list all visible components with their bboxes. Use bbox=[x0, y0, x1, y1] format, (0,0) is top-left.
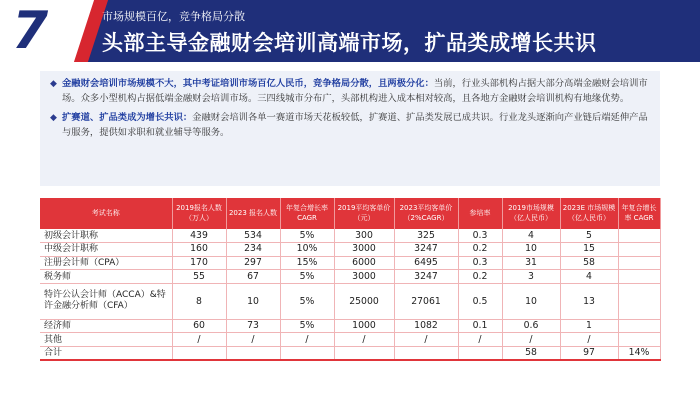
table-cell: 经济师 bbox=[40, 319, 172, 333]
table-cell bbox=[618, 283, 660, 319]
table-cell bbox=[334, 347, 394, 361]
summary-box bbox=[40, 71, 660, 186]
table-cell: 5% bbox=[280, 270, 334, 284]
table-cell: 6000 bbox=[334, 256, 394, 270]
table-cell: / bbox=[334, 333, 394, 347]
table-cell: 5 bbox=[560, 229, 618, 243]
table-cell: 1082 bbox=[394, 319, 458, 333]
table-cell: 0.5 bbox=[458, 283, 502, 319]
diamond-bullet-icon: ◆ bbox=[50, 113, 57, 123]
table-cell: 15 bbox=[560, 243, 618, 257]
market-size-table bbox=[40, 198, 661, 361]
table-cell: 58 bbox=[560, 256, 618, 270]
table-cell: 0.3 bbox=[458, 229, 502, 243]
table-row bbox=[40, 333, 660, 347]
summary-paragraph-1 bbox=[50, 77, 650, 106]
column-header: 2023E 市场规模（亿人民币） bbox=[560, 198, 618, 229]
header-banner bbox=[0, 0, 700, 62]
table-cell: 0.1 bbox=[458, 319, 502, 333]
table-cell: / bbox=[502, 333, 560, 347]
table-header-row bbox=[40, 198, 660, 229]
column-header: 年复合增长率 CAGR bbox=[280, 198, 334, 229]
paragraph-2-text: 金融财会培训各单一赛道市场天花板较低，扩赛道、扩品类发展已成共识。行业龙头逐渐向产业链后端延伸产品与服务，提供如求职和就业辅导等服务。 bbox=[62, 112, 648, 138]
table-cell: 10% bbox=[280, 243, 334, 257]
table-cell: 4 bbox=[502, 229, 560, 243]
table-row bbox=[40, 319, 660, 333]
table-cell: 297 bbox=[226, 256, 280, 270]
table-cell: 0.3 bbox=[458, 256, 502, 270]
table-row bbox=[40, 256, 660, 270]
table-cell: 5% bbox=[280, 319, 334, 333]
paragraph-1-highlight: 金融财会培训市场规模不大，其中考证培训市场百亿人民币，竞争格局分散，且两极分化： bbox=[62, 78, 434, 89]
table-cell: 439 bbox=[172, 229, 226, 243]
column-header: 2019市场规模（亿人民币） bbox=[502, 198, 560, 229]
table-cell: 中级会计职称 bbox=[40, 243, 172, 257]
table-cell: 97 bbox=[560, 347, 618, 361]
table-row bbox=[40, 270, 660, 284]
table-cell: / bbox=[560, 333, 618, 347]
column-header: 参培率 bbox=[458, 198, 502, 229]
table-cell: 15% bbox=[280, 256, 334, 270]
table-cell: 0.6 bbox=[502, 319, 560, 333]
table-cell: 6495 bbox=[394, 256, 458, 270]
table-cell bbox=[618, 256, 660, 270]
column-header: 年复合增长率 CAGR bbox=[618, 198, 660, 229]
table-cell: 14% bbox=[618, 347, 660, 361]
table-cell: 3247 bbox=[394, 243, 458, 257]
table-cell: 170 bbox=[172, 256, 226, 270]
table-cell: 5% bbox=[280, 283, 334, 319]
table-cell: 25000 bbox=[334, 283, 394, 319]
table-cell bbox=[618, 319, 660, 333]
table-cell bbox=[226, 347, 280, 361]
column-header: 2023平均客单价（2%CAGR） bbox=[394, 198, 458, 229]
table-cell: / bbox=[458, 333, 502, 347]
table-cell: 300 bbox=[334, 229, 394, 243]
table-cell: 合计 bbox=[40, 347, 172, 361]
table-cell: 税务师 bbox=[40, 270, 172, 284]
page-title: 头部主导金融财会培训高端市场，扩品类成增长共识 bbox=[102, 31, 597, 55]
market-table-container bbox=[40, 198, 660, 361]
table-cell: 3 bbox=[502, 270, 560, 284]
table-cell: / bbox=[172, 333, 226, 347]
table-cell: 55 bbox=[172, 270, 226, 284]
table-cell: / bbox=[394, 333, 458, 347]
table-cell: 5% bbox=[280, 229, 334, 243]
table-cell: 13 bbox=[560, 283, 618, 319]
table-row bbox=[40, 229, 660, 243]
table-cell: 67 bbox=[226, 270, 280, 284]
table-cell bbox=[394, 347, 458, 361]
table-cell bbox=[618, 243, 660, 257]
table-row bbox=[40, 283, 660, 319]
table-cell: 初级会计职称 bbox=[40, 229, 172, 243]
table-cell: 60 bbox=[172, 319, 226, 333]
table-cell bbox=[280, 347, 334, 361]
table-cell: 73 bbox=[226, 319, 280, 333]
table-cell: 0.2 bbox=[458, 270, 502, 284]
paragraph-2-highlight: 扩赛道、扩品类成为增长共识： bbox=[62, 112, 193, 123]
table-cell: 特许公认会计师（ACCA）&特许金融分析师（CFA） bbox=[40, 283, 172, 319]
paragraph-1-text: 当前，行业头部机构占据大部分高端金融财会培训市场。众多小型机构占据低端金融财会培训市场。三四线城市分布广，头部机构进入成本相对较高，且各地方金融财会培训机构有地缘优势。 bbox=[62, 78, 648, 104]
table-cell: 325 bbox=[394, 229, 458, 243]
header-subtitle: 市场规模百亿，竞争格局分散 bbox=[102, 10, 245, 23]
table-cell: 10 bbox=[502, 283, 560, 319]
table-cell: 534 bbox=[226, 229, 280, 243]
table-cell: / bbox=[280, 333, 334, 347]
table-cell: 58 bbox=[502, 347, 560, 361]
table-cell bbox=[458, 347, 502, 361]
table-cell bbox=[618, 229, 660, 243]
table-cell: 234 bbox=[226, 243, 280, 257]
table-cell: 其他 bbox=[40, 333, 172, 347]
table-cell: 31 bbox=[502, 256, 560, 270]
table-cell: 4 bbox=[560, 270, 618, 284]
column-header: 2019报名人数（万人） bbox=[172, 198, 226, 229]
diamond-bullet-icon: ◆ bbox=[50, 79, 57, 89]
table-total-row bbox=[40, 347, 660, 361]
table-cell: / bbox=[226, 333, 280, 347]
table-cell: 10 bbox=[502, 243, 560, 257]
summary-paragraph-2 bbox=[50, 111, 650, 140]
section-number: 7 bbox=[12, 1, 49, 61]
table-cell: 3000 bbox=[334, 270, 394, 284]
column-header: 2019平均客单价（元） bbox=[334, 198, 394, 229]
column-header: 考试名称 bbox=[40, 198, 172, 229]
table-cell bbox=[172, 347, 226, 361]
table-cell: 注册会计师（CPA） bbox=[40, 256, 172, 270]
table-cell: 27061 bbox=[394, 283, 458, 319]
table-cell: 3247 bbox=[394, 270, 458, 284]
table-cell: 1000 bbox=[334, 319, 394, 333]
table-cell bbox=[618, 270, 660, 284]
table-cell: 0.2 bbox=[458, 243, 502, 257]
table-row bbox=[40, 243, 660, 257]
table-cell: 3000 bbox=[334, 243, 394, 257]
table-cell: 160 bbox=[172, 243, 226, 257]
column-header: 2023 报名人数 bbox=[226, 198, 280, 229]
table-cell: 10 bbox=[226, 283, 280, 319]
table-cell: 8 bbox=[172, 283, 226, 319]
table-cell bbox=[618, 333, 660, 347]
table-cell: 1 bbox=[560, 319, 618, 333]
